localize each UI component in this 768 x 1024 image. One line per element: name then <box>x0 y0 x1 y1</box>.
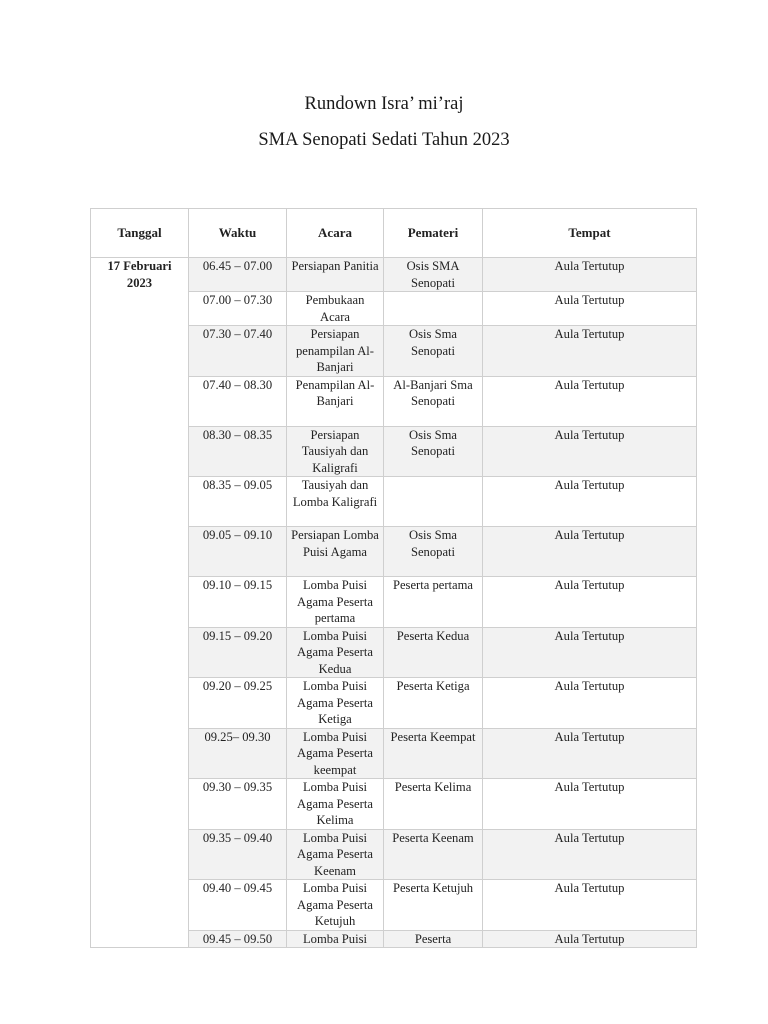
header-tanggal: Tanggal <box>91 209 189 258</box>
cell-acara: Lomba Puisi Agama Peserta Keenam <box>287 829 384 880</box>
cell-pemateri: Peserta Kedua <box>384 627 483 678</box>
cell-tempat: Aula Tertutup <box>483 292 697 326</box>
cell-acara: Lomba Puisi Agama Peserta keempat <box>287 728 384 779</box>
cell-waktu: 09.30 – 09.35 <box>189 779 287 830</box>
cell-pemateri: Osis Sma Senopati <box>384 326 483 377</box>
cell-acara: Penampilan Al- Banjari <box>287 376 384 426</box>
cell-waktu: 09.35 – 09.40 <box>189 829 287 880</box>
cell-tempat: Aula Tertutup <box>483 627 697 678</box>
cell-pemateri <box>384 477 483 527</box>
cell-acara: Lomba Puisi <box>287 930 384 948</box>
header-acara: Acara <box>287 209 384 258</box>
cell-pemateri: Osis Sma Senopati <box>384 426 483 477</box>
cell-waktu: 09.45 – 09.50 <box>189 930 287 948</box>
document-subtitle: SMA Senopati Sedati Tahun 2023 <box>258 130 510 150</box>
cell-tempat: Aula Tertutup <box>483 577 697 628</box>
table-body <box>91 258 697 948</box>
cell-tempat: Aula Tertutup <box>483 880 697 931</box>
cell-acara: Persiapan penampilan Al-Banjari <box>287 326 384 377</box>
cell-tempat: Aula Tertutup <box>483 678 697 729</box>
cell-acara: Persiapan Panitia <box>287 258 384 292</box>
cell-waktu: 08.35 – 09.05 <box>189 477 287 527</box>
cell-acara: Pembukaan Acara <box>287 292 384 326</box>
cell-waktu: 08.30 – 08.35 <box>189 426 287 477</box>
cell-pemateri: Osis Sma Senopati <box>384 527 483 577</box>
cell-waktu: 09.40 – 09.45 <box>189 880 287 931</box>
header-pemateri: Pemateri <box>384 209 483 258</box>
cell-pemateri: Peserta Ketujuh <box>384 880 483 931</box>
cell-tempat: Aula Tertutup <box>483 326 697 377</box>
cell-waktu: 07.40 – 08.30 <box>189 376 287 426</box>
cell-pemateri: Peserta Keenam <box>384 829 483 880</box>
cell-acara: Tausiyah dan Lomba Kaligrafi <box>287 477 384 527</box>
cell-waktu: 09.10 – 09.15 <box>189 577 287 628</box>
rundown-table <box>90 208 697 948</box>
header-tempat: Tempat <box>483 209 697 258</box>
cell-tempat: Aula Tertutup <box>483 258 697 292</box>
cell-acara: Lomba Puisi Agama Peserta Kedua <box>287 627 384 678</box>
cell-acara: Persiapan Lomba Puisi Agama <box>287 527 384 577</box>
cell-acara: Lomba Puisi Agama Peserta pertama <box>287 577 384 628</box>
cell-tempat: Aula Tertutup <box>483 527 697 577</box>
cell-tempat: Aula Tertutup <box>483 779 697 830</box>
cell-tempat: Aula Tertutup <box>483 477 697 527</box>
cell-tempat: Aula Tertutup <box>483 426 697 477</box>
cell-acara: Persiapan Tausiyah dan Kaligrafi <box>287 426 384 477</box>
cell-waktu: 09.15 – 09.20 <box>189 627 287 678</box>
cell-pemateri: Peserta Ketiga <box>384 678 483 729</box>
cell-waktu: 09.05 – 09.10 <box>189 527 287 577</box>
cell-waktu: 07.00 – 07.30 <box>189 292 287 326</box>
cell-pemateri: Peserta Keempat <box>384 728 483 779</box>
cell-tempat: Aula Tertutup <box>483 829 697 880</box>
table-row <box>91 258 697 292</box>
document-title: Rundown Isra’ mi’raj <box>304 94 464 114</box>
cell-waktu: 09.25– 09.30 <box>189 728 287 779</box>
cell-pemateri: Al-Banjari Sma Senopati <box>384 376 483 426</box>
cell-tempat: Aula Tertutup <box>483 376 697 426</box>
cell-tanggal: 17 Februari 2023 <box>91 258 189 948</box>
cell-tempat: Aula Tertutup <box>483 930 697 948</box>
cell-acara: Lomba Puisi Agama Peserta Kelima <box>287 779 384 830</box>
cell-pemateri: Peserta <box>384 930 483 948</box>
cell-acara: Lomba Puisi Agama Peserta Ketiga <box>287 678 384 729</box>
cell-tempat: Aula Tertutup <box>483 728 697 779</box>
header-waktu: Waktu <box>189 209 287 258</box>
cell-acara: Lomba Puisi Agama Peserta Ketujuh <box>287 880 384 931</box>
cell-waktu: 07.30 – 07.40 <box>189 326 287 377</box>
cell-pemateri: Osis SMA Senopati <box>384 258 483 292</box>
cell-pemateri <box>384 292 483 326</box>
cell-pemateri: Peserta Kelima <box>384 779 483 830</box>
cell-waktu: 09.20 – 09.25 <box>189 678 287 729</box>
table-header-row <box>91 209 697 258</box>
cell-pemateri: Peserta pertama <box>384 577 483 628</box>
cell-waktu: 06.45 – 07.00 <box>189 258 287 292</box>
